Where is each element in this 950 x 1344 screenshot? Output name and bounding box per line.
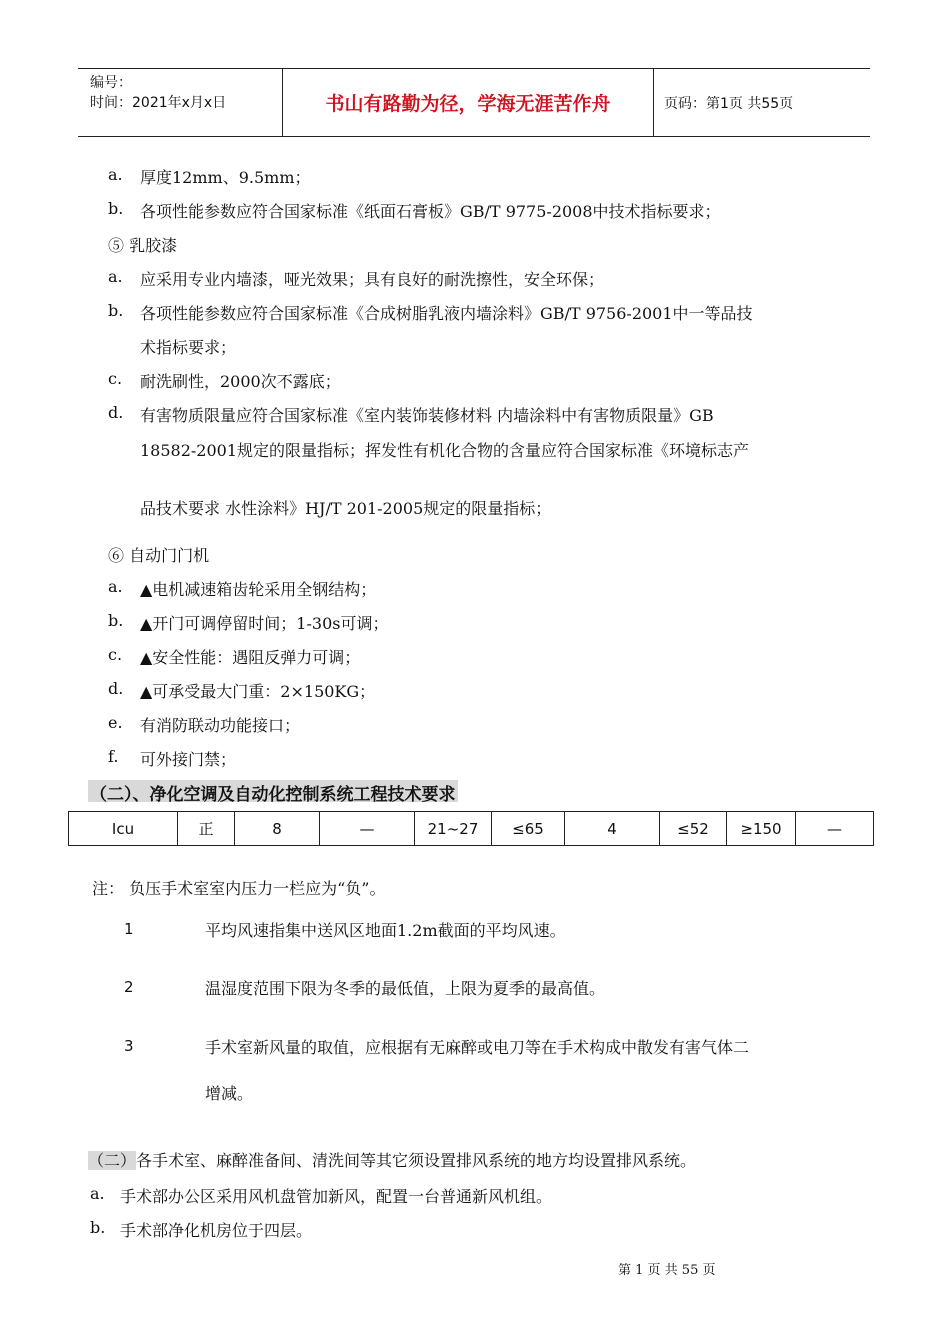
item-text-cont: 术指标要求； — [140, 338, 237, 357]
item-text: 耐洗刷性，2000次不露底； — [140, 372, 341, 391]
item-text-cont: 18582-2001规定的限量指标；挥发性有机化合物的含量应符合国家标准《环境标志产 — [140, 441, 750, 460]
item-label: a. — [90, 1184, 105, 1203]
item-text: 有害物质限量应符合国家标准《室内装饰装修材料 内墙涂料中有害物质限量》GB — [140, 406, 714, 425]
page-header — [78, 68, 870, 137]
header-meta — [78, 69, 282, 136]
item-text: ▲电机减速箱齿轮采用全钢结构； — [140, 580, 377, 599]
item-label: a. — [108, 577, 123, 596]
item-label: a. — [108, 267, 123, 286]
item-text: 手术部净化机房位于四层。 — [120, 1221, 313, 1240]
table-cell: — — [320, 812, 415, 846]
item-label: b. — [108, 301, 124, 320]
table-cell: 4 — [565, 812, 660, 846]
item-label: e. — [108, 713, 123, 732]
note-text-cont: 增减。 — [205, 1084, 254, 1103]
item-text: 有消防联动功能接口； — [140, 716, 301, 735]
item-text: 可外接门禁； — [140, 750, 237, 769]
table-cell: 21~27 — [415, 812, 492, 846]
item-label: d. — [108, 679, 124, 698]
table-cell: ≤65 — [492, 812, 565, 846]
door-heading: ⑥ 自动门门机 — [108, 546, 210, 565]
serial-label: 编号： — [90, 75, 132, 91]
item-text: 应采用专业内墙漆，哑光效果；具有良好的耐洗擦性，安全环保； — [140, 270, 605, 289]
latex-heading: ⑤ 乳胶漆 — [108, 236, 178, 255]
header-motto: 书山有路勤为径，学海无涯苦作舟 — [282, 69, 654, 136]
section-heading: （二）、净化空调及自动化控制系统工程技术要求 — [88, 780, 458, 802]
item-text: 厚度12mm、9.5mm； — [140, 168, 311, 187]
item-label: f. — [108, 747, 119, 766]
item-label: a. — [108, 165, 123, 184]
item-label: b. — [108, 199, 124, 218]
item-text: ▲可承受最大门重：2×150KG； — [140, 682, 376, 701]
note-text: 平均风速指集中送风区地面1.2m截面的平均风速。 — [205, 921, 566, 940]
item-label: b. — [108, 611, 124, 630]
exhaust-paragraph — [88, 1148, 696, 1171]
notes-intro: 注： 负压手术室室内压力一栏应为“负”。 — [92, 879, 386, 898]
spec-table — [68, 811, 874, 846]
table-cell: Icu — [69, 812, 178, 846]
section-tag: （二） — [88, 1151, 137, 1170]
item-text: 各项性能参数应符合国家标准《合成树脂乳液内墙涂料》GB/T 9756-2001中一等品技 — [140, 304, 753, 323]
table-row — [69, 812, 874, 846]
table-cell: ≤52 — [660, 812, 727, 846]
item-text: ▲安全性能：遇阻反弹力可调； — [140, 648, 361, 667]
item-label: c. — [108, 369, 123, 388]
item-text-cont: 品技术要求 水性涂料》HJ/T 201-2005规定的限量指标； — [140, 499, 552, 518]
page-footer: 第 1 页 共 55 页 — [618, 1263, 716, 1278]
note-number: 3 — [124, 1037, 134, 1055]
table-cell: 正 — [178, 812, 235, 846]
note-number: 2 — [124, 978, 134, 996]
item-text: 手术部办公区采用风机盘管加新风，配置一台普通新风机组。 — [120, 1187, 553, 1206]
table-cell: 8 — [235, 812, 320, 846]
note-number: 1 — [124, 920, 134, 938]
item-text: 各项性能参数应符合国家标准《纸面石膏板》GB/T 9775-2008中技术指标要求； — [140, 202, 721, 221]
note-text: 温湿度范围下限为冬季的最低值，上限为夏季的最高值。 — [205, 979, 606, 998]
section-text: 各手术室、麻醉准备间、清洗间等其它须设置排风系统的地方均设置排风系统。 — [136, 1151, 697, 1170]
note-text: 手术室新风量的取值，应根据有无麻醉或电刀等在手术构成中散发有害气体二 — [205, 1038, 750, 1057]
date-label: 时间：2021年x月x日 — [90, 95, 227, 111]
item-label: c. — [108, 645, 123, 664]
header-page-info: 页码：第1页 共55页 — [664, 95, 794, 112]
item-label: b. — [90, 1218, 106, 1237]
table-cell: — — [796, 812, 874, 846]
item-label: d. — [108, 403, 124, 422]
item-text: ▲开门可调停留时间；1-30s可调； — [140, 614, 389, 633]
table-cell: ≥150 — [727, 812, 796, 846]
